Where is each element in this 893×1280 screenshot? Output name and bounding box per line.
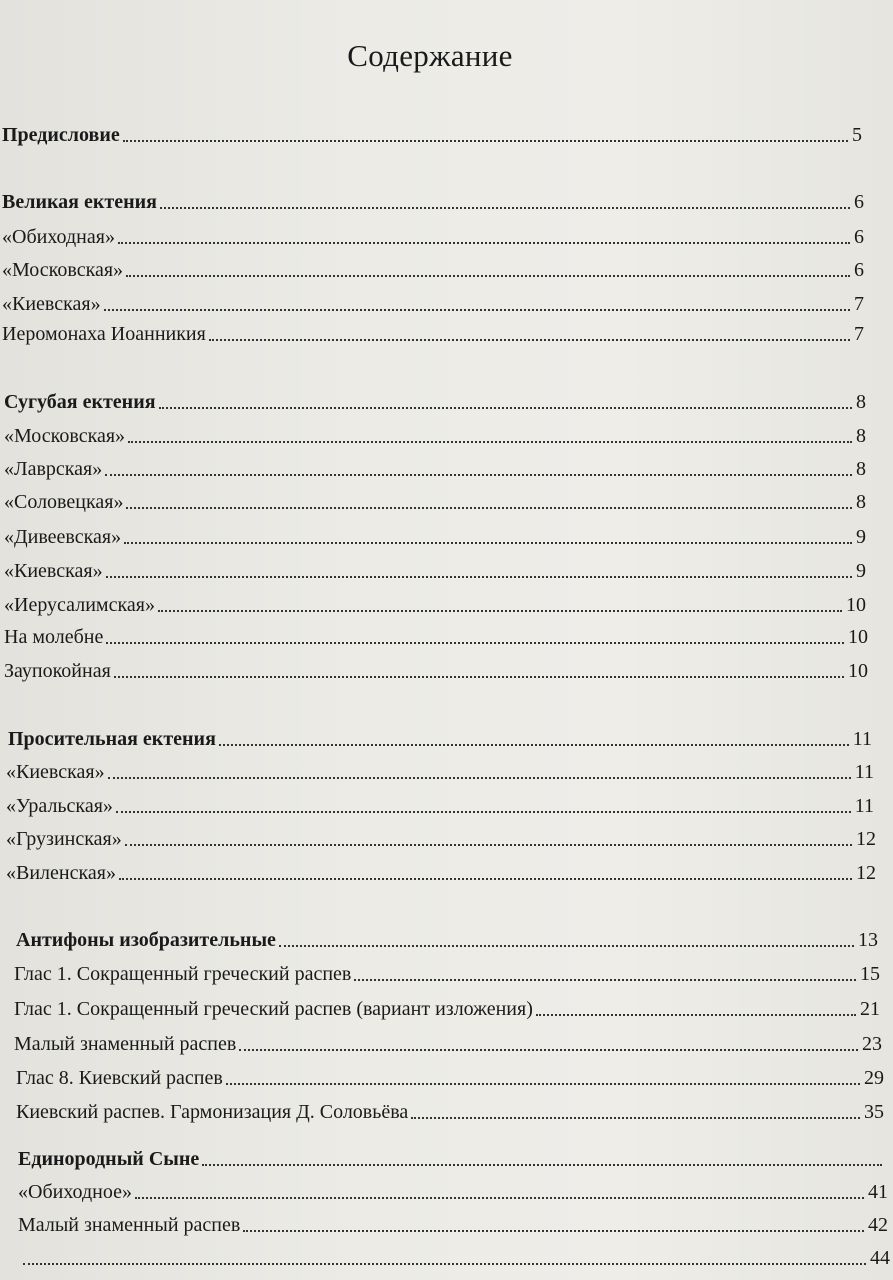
toc-page-number: 11 <box>854 761 874 783</box>
dot-leader <box>106 642 844 644</box>
dot-leader <box>119 878 852 880</box>
toc-page-number: 41 <box>868 1181 888 1203</box>
toc-page-number: 10 <box>846 594 866 616</box>
dot-leader <box>126 507 852 509</box>
dot-leader <box>105 474 852 476</box>
toc-section-header <box>8 727 872 751</box>
toc-entry-label: Малый знаменный распев <box>18 1214 241 1236</box>
toc-entry-label: «Обиходное» <box>18 1181 132 1203</box>
toc-entry-label: «Уральская» <box>6 795 113 817</box>
toc-page-number: 12 <box>856 862 876 884</box>
toc-entry-label: «Соловецкая» <box>4 491 124 513</box>
toc-page-number: 5 <box>852 124 862 146</box>
toc-page-number: 8 <box>856 425 866 447</box>
toc-entry-label: Иеромонаха Иоанникия <box>2 323 206 345</box>
dot-leader <box>243 1230 864 1232</box>
toc-entry <box>4 490 866 514</box>
toc-page-number: 9 <box>856 560 866 582</box>
toc-entry <box>4 559 866 583</box>
toc-entry-label: «Обиходная» <box>2 226 115 248</box>
dot-leader <box>106 576 852 578</box>
toc-entry <box>18 1180 888 1204</box>
toc-page-number: 7 <box>854 293 864 315</box>
toc-entry-label: Киевский распев. Гармонизация Д. Соловьёва <box>16 1101 409 1123</box>
toc-entry-label: Малый знаменный распев <box>14 1033 237 1055</box>
toc-entry <box>6 861 876 885</box>
dot-leader <box>158 610 842 612</box>
dot-leader <box>536 1014 856 1016</box>
dot-leader <box>124 542 852 544</box>
toc-page-number: 42 <box>868 1214 888 1236</box>
toc-entry-label: Глас 1. Сокращенный греческий распев (вариант изложения) <box>14 998 533 1020</box>
toc-entry-label: На молебне <box>4 626 104 648</box>
toc-entry <box>14 962 880 986</box>
dot-leader <box>219 744 849 746</box>
toc-entry <box>4 525 866 549</box>
toc-entry-label: «Дивеевская» <box>4 526 122 548</box>
toc-entry-label: «Московская» <box>4 425 126 447</box>
toc-page-number: 6 <box>854 226 864 248</box>
dot-leader <box>209 339 850 341</box>
toc-entry-label: «Грузинская» <box>6 828 122 850</box>
toc-section-header <box>4 390 866 414</box>
toc-entry-label: Великая ектения <box>2 191 157 213</box>
dot-leader <box>114 676 844 678</box>
toc-entry <box>4 424 866 448</box>
dot-leader <box>226 1083 860 1085</box>
toc-section-header <box>18 1147 886 1171</box>
toc-entry-label: «Виленская» <box>6 862 116 884</box>
dot-leader <box>108 777 851 779</box>
toc-entry <box>14 1032 882 1056</box>
toc-entry-label: Просительная ектения <box>8 728 216 750</box>
toc-entry-label: Предисловие <box>2 124 120 146</box>
toc-entry-label: Глас 1. Сокращенный греческий распев <box>14 963 352 985</box>
toc-page-number: 8 <box>856 458 866 480</box>
toc-entry-label: Заупокойная <box>4 660 111 682</box>
toc-page-number: 11 <box>854 795 874 817</box>
toc-entry <box>4 659 868 683</box>
toc-entry <box>4 457 866 481</box>
page-title: Содержание <box>347 38 513 73</box>
dot-leader <box>123 140 848 142</box>
dot-leader <box>135 1197 864 1199</box>
dot-leader <box>128 441 852 443</box>
toc-entry <box>2 292 864 316</box>
toc-page-number: 21 <box>860 998 880 1020</box>
toc-page-number: 13 <box>858 929 878 951</box>
toc-page-number: 23 <box>862 1033 882 1055</box>
toc-entry-label: Антифоны изобразительные <box>16 929 276 951</box>
toc-entry <box>2 322 864 346</box>
toc-entry-label: Единородный Сыне <box>18 1148 200 1170</box>
toc-entry-label: «Киевская» <box>4 560 103 582</box>
toc-entry <box>6 827 876 851</box>
toc-entry-label: «Иерусалимская» <box>4 594 155 616</box>
toc-section-header <box>2 190 864 214</box>
toc-page-number: 10 <box>848 660 868 682</box>
toc-entry-label: «Лаврская» <box>4 458 103 480</box>
toc-section-header <box>2 123 862 147</box>
dot-leader <box>23 1263 866 1265</box>
toc-entry-label: Сугубая ектения <box>4 391 156 413</box>
toc-entry <box>4 625 868 649</box>
dot-leader <box>159 407 852 409</box>
toc-entry <box>18 1213 888 1237</box>
toc-page-number: 8 <box>856 491 866 513</box>
toc-entry <box>14 997 880 1021</box>
dot-leader <box>116 811 851 813</box>
toc-entry-label: «Московская» <box>2 259 124 281</box>
toc-page-number: 35 <box>864 1101 884 1123</box>
dot-leader <box>118 242 850 244</box>
dot-leader <box>126 275 850 277</box>
toc-entry-label: «Киевская» <box>2 293 101 315</box>
toc-section-header <box>16 928 878 952</box>
toc-page-number: 6 <box>854 191 864 213</box>
dot-leader <box>239 1049 858 1051</box>
dot-leader <box>279 945 854 947</box>
toc-page-number: 9 <box>856 526 866 548</box>
toc-page-number: 6 <box>854 259 864 281</box>
toc-page-number: 15 <box>860 963 880 985</box>
toc-entry <box>4 593 866 617</box>
toc-page-number: 44 <box>870 1247 890 1269</box>
toc-entry <box>16 1100 884 1124</box>
dot-leader <box>125 844 852 846</box>
toc-entry <box>6 794 874 818</box>
dot-leader <box>202 1164 882 1166</box>
toc-entry-label: Глас 8. Киевский распев <box>16 1067 223 1089</box>
toc-entry-label: «Киевская» <box>6 761 105 783</box>
dot-leader <box>160 207 850 209</box>
toc-entry <box>6 760 874 784</box>
toc-page-number: 11 <box>852 728 872 750</box>
dot-leader <box>354 979 856 981</box>
toc-page-number: 12 <box>856 828 876 850</box>
toc-entry <box>2 258 864 282</box>
toc-entry <box>16 1066 884 1090</box>
toc-entry <box>2 225 864 249</box>
toc-page-number: 10 <box>848 626 868 648</box>
toc-page-number: 8 <box>856 391 866 413</box>
dot-leader <box>104 309 850 311</box>
dot-leader <box>411 1117 860 1119</box>
toc-page-number: 7 <box>854 323 864 345</box>
toc-page-number: 29 <box>864 1067 884 1089</box>
toc-entry <box>20 1246 890 1270</box>
